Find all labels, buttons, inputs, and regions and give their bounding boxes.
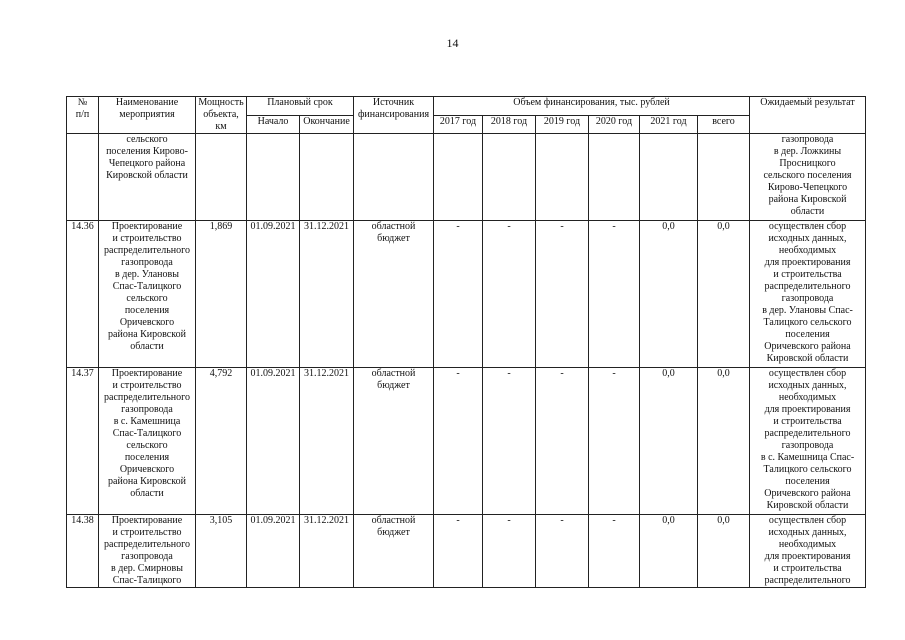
header-end: Окончание <box>300 115 354 134</box>
row-end <box>300 134 354 221</box>
header-result: Ожидаемый результат <box>750 97 866 134</box>
row-value-2020 <box>589 134 640 221</box>
row-value-2018: - <box>483 515 536 588</box>
row-value-2017 <box>434 134 483 221</box>
row-value-2020: - <box>589 368 640 515</box>
row-value-2018: - <box>483 221 536 368</box>
row-source: областной бюджет <box>354 221 434 368</box>
row-value-total: 0,0 <box>698 221 750 368</box>
funding-table <box>66 96 866 588</box>
row-value-2018 <box>483 134 536 221</box>
header-num: № п/п <box>67 97 99 134</box>
table-row <box>67 221 866 368</box>
row-value-2019: - <box>536 368 589 515</box>
row-capacity: 3,105 <box>196 515 247 588</box>
row-source: областной бюджет <box>354 515 434 588</box>
row-start: 01.09.2021 <box>247 515 300 588</box>
table-row <box>67 134 866 221</box>
row-name: Проектирование и строительство распределительного газопровода в с. Камешница Спас-Талицкого сельского поселения Оричевского района Кировской области <box>99 368 196 515</box>
header-year-2018: 2018 год <box>483 115 536 134</box>
row-start: 01.09.2021 <box>247 368 300 515</box>
row-num: 14.36 <box>67 221 99 368</box>
header-capacity: Мощность объекта, км <box>196 97 247 134</box>
row-end: 31.12.2021 <box>300 368 354 515</box>
header-total: всего <box>698 115 750 134</box>
row-start: 01.09.2021 <box>247 221 300 368</box>
header-start: Начало <box>247 115 300 134</box>
row-value-2021: 0,0 <box>640 515 698 588</box>
row-value-2019: - <box>536 515 589 588</box>
row-name: сельского поселения Кирово- Чепецкого района Кировской области <box>99 134 196 221</box>
header-funding: Объем финансирования, тыс. рублей <box>434 97 750 116</box>
row-value-total: 0,0 <box>698 368 750 515</box>
row-value-total <box>698 134 750 221</box>
row-num: 14.38 <box>67 515 99 588</box>
header-planned: Плановый срок <box>247 97 354 116</box>
header-year-2017: 2017 год <box>434 115 483 134</box>
table-row <box>67 368 866 515</box>
row-source: областной бюджет <box>354 368 434 515</box>
row-name: Проектирование и строительство распределительного газопровода в дер. Смирновы Спас-Талицкого <box>99 515 196 588</box>
row-value-2017: - <box>434 368 483 515</box>
row-capacity: 1,869 <box>196 221 247 368</box>
header-row-1 <box>67 97 866 116</box>
row-value-2018: - <box>483 368 536 515</box>
row-value-2021: 0,0 <box>640 221 698 368</box>
header-year-2021: 2021 год <box>640 115 698 134</box>
row-result: газопровода в дер. Ложкины Просницкого сельского поселения Кирово-Чепецкого района Кировской области <box>750 134 866 221</box>
row-value-2021: 0,0 <box>640 368 698 515</box>
row-value-total: 0,0 <box>698 515 750 588</box>
row-start <box>247 134 300 221</box>
row-value-2020: - <box>589 515 640 588</box>
row-name: Проектирование и строительство распределительного газопровода в дер. Улановы Спас-Талицкого сельского поселения Оричевского района Кировской области <box>99 221 196 368</box>
row-num <box>67 134 99 221</box>
row-value-2020: - <box>589 221 640 368</box>
row-value-2019 <box>536 134 589 221</box>
row-value-2017: - <box>434 515 483 588</box>
page-number: 14 <box>446 36 459 50</box>
row-result: осуществлен сбор исходных данных, необходимых для проектирования и строительства распределительного <box>750 515 866 588</box>
row-result: осуществлен сбор исходных данных, необходимых для проектирования и строительства распределительного газопровода в дер. Улановы Спас- Талицкого сельского поселения Оричевского района Кировской области <box>750 221 866 368</box>
row-end: 31.12.2021 <box>300 515 354 588</box>
row-value-2017: - <box>434 221 483 368</box>
row-capacity <box>196 134 247 221</box>
row-value-2021 <box>640 134 698 221</box>
header-year-2020: 2020 год <box>589 115 640 134</box>
row-end: 31.12.2021 <box>300 221 354 368</box>
row-capacity: 4,792 <box>196 368 247 515</box>
row-result: осуществлен сбор исходных данных, необходимых для проектирования и строительства распределительного газопровода в с. Камешница Спас- Талицкого сельского поселения Оричевского района Кировской области <box>750 368 866 515</box>
row-value-2019: - <box>536 221 589 368</box>
header-name: Наименование мероприятия <box>99 97 196 134</box>
row-source <box>354 134 434 221</box>
header-year-2019: 2019 год <box>536 115 589 134</box>
header-source: Источник финансирования <box>354 97 434 134</box>
table-row <box>67 515 866 588</box>
row-num: 14.37 <box>67 368 99 515</box>
